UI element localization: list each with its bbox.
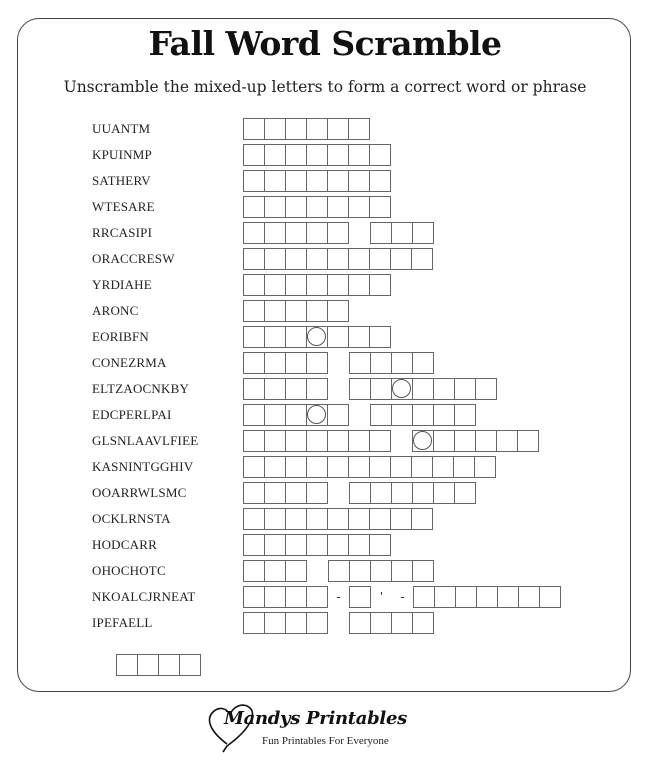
letter-box[interactable] bbox=[371, 353, 392, 373]
answer-boxes bbox=[243, 118, 370, 140]
scrambled-word: EORIBFN bbox=[92, 329, 150, 344]
scrambled-word: OHOCHOTC bbox=[92, 563, 166, 578]
letter-box[interactable] bbox=[519, 587, 540, 607]
word-group bbox=[413, 586, 561, 608]
letter-box[interactable] bbox=[392, 223, 413, 243]
scrambled-word: HODCARR bbox=[92, 537, 157, 552]
letter-box[interactable] bbox=[434, 379, 455, 399]
letter-box[interactable] bbox=[244, 613, 265, 633]
answer-boxes bbox=[243, 612, 434, 634]
letter-box[interactable] bbox=[371, 613, 392, 633]
scrambled-word: GLSNLAAVLFIEE bbox=[92, 433, 199, 448]
letter-box[interactable] bbox=[244, 145, 265, 165]
answer-boxes bbox=[243, 352, 434, 374]
word-group bbox=[243, 274, 391, 296]
word-group bbox=[370, 404, 476, 426]
letter-box[interactable] bbox=[286, 379, 307, 399]
letter-box[interactable] bbox=[349, 431, 370, 451]
letter-box[interactable] bbox=[244, 587, 265, 607]
letter-box[interactable] bbox=[265, 483, 286, 503]
word-group bbox=[243, 300, 349, 322]
letter-box[interactable] bbox=[265, 327, 286, 347]
letter-box[interactable] bbox=[307, 353, 328, 373]
final-answer-boxes bbox=[116, 654, 201, 676]
letter-box[interactable] bbox=[371, 405, 392, 425]
letter-box[interactable] bbox=[265, 509, 286, 529]
scrambled-word: SATHERV bbox=[92, 173, 151, 188]
letter-box[interactable] bbox=[244, 457, 265, 477]
letter-box[interactable] bbox=[454, 457, 475, 477]
letter-box[interactable] bbox=[413, 353, 434, 373]
answer-boxes bbox=[243, 170, 391, 192]
letter-box[interactable] bbox=[286, 405, 307, 425]
scrambled-word: NKOALCJRNEAT bbox=[92, 589, 196, 604]
letter-box[interactable] bbox=[328, 509, 349, 529]
letter-box[interactable] bbox=[392, 405, 413, 425]
word-group bbox=[349, 482, 476, 504]
letter-box[interactable] bbox=[307, 301, 328, 321]
word-group bbox=[243, 118, 370, 140]
letter-box[interactable] bbox=[307, 171, 328, 191]
letter-box[interactable] bbox=[391, 457, 412, 477]
letter-box[interactable] bbox=[307, 457, 328, 477]
letter-box[interactable] bbox=[307, 535, 328, 555]
letter-box[interactable] bbox=[265, 145, 286, 165]
letter-box[interactable] bbox=[349, 275, 370, 295]
letter-box[interactable] bbox=[328, 145, 349, 165]
letter-box[interactable] bbox=[371, 561, 392, 581]
letter-box[interactable] bbox=[371, 223, 392, 243]
letter-box[interactable] bbox=[455, 405, 476, 425]
letter-box[interactable] bbox=[370, 171, 391, 191]
letter-box[interactable] bbox=[286, 223, 307, 243]
letter-box[interactable] bbox=[392, 561, 413, 581]
word-group bbox=[243, 352, 328, 374]
letter-box[interactable] bbox=[328, 275, 349, 295]
page-title: Fall Word Scramble bbox=[148, 24, 502, 63]
letter-box[interactable] bbox=[349, 509, 370, 529]
final-letter-box[interactable] bbox=[159, 655, 180, 675]
letter-box[interactable] bbox=[307, 197, 328, 217]
final-letter-box[interactable] bbox=[180, 655, 201, 675]
letter-box[interactable] bbox=[244, 301, 265, 321]
letter-box[interactable] bbox=[307, 613, 328, 633]
letter-box[interactable] bbox=[434, 431, 455, 451]
letter-box[interactable] bbox=[286, 145, 307, 165]
letter-box[interactable] bbox=[244, 405, 265, 425]
letter-box[interactable] bbox=[349, 197, 370, 217]
letter-box[interactable] bbox=[244, 197, 265, 217]
letter-box[interactable] bbox=[307, 431, 328, 451]
letter-box[interactable] bbox=[349, 145, 370, 165]
letter-box[interactable] bbox=[371, 483, 392, 503]
scrambled-word: EDCPERLPAI bbox=[92, 407, 172, 422]
circled-letter-box[interactable] bbox=[413, 431, 434, 451]
letter-box[interactable] bbox=[265, 613, 286, 633]
letter-box[interactable] bbox=[476, 431, 497, 451]
letter-box[interactable] bbox=[433, 457, 454, 477]
letter-box[interactable] bbox=[349, 119, 370, 139]
letter-box[interactable] bbox=[328, 171, 349, 191]
letter-box[interactable] bbox=[328, 119, 349, 139]
letter-box[interactable] bbox=[244, 561, 265, 581]
word-group bbox=[243, 378, 328, 400]
letter-box[interactable] bbox=[413, 379, 434, 399]
instructions: Unscramble the mixed-up letters to form a correct word or phrase bbox=[63, 78, 587, 96]
letter-box[interactable] bbox=[328, 197, 349, 217]
letter-box[interactable] bbox=[307, 483, 328, 503]
letter-box[interactable] bbox=[412, 509, 433, 529]
letter-box[interactable] bbox=[392, 353, 413, 373]
letter-box[interactable] bbox=[370, 457, 391, 477]
letter-box[interactable] bbox=[412, 249, 433, 269]
letter-box[interactable] bbox=[286, 535, 307, 555]
letter-box[interactable] bbox=[307, 275, 328, 295]
letter-box[interactable] bbox=[350, 587, 371, 607]
letter-box[interactable] bbox=[265, 301, 286, 321]
answer-boxes bbox=[243, 274, 391, 296]
final-letter-box[interactable] bbox=[138, 655, 159, 675]
letter-box[interactable] bbox=[328, 301, 349, 321]
letter-box[interactable] bbox=[391, 249, 412, 269]
letter-box[interactable] bbox=[391, 509, 412, 529]
letter-box[interactable] bbox=[434, 405, 455, 425]
letter-box[interactable] bbox=[328, 405, 349, 425]
letter-box[interactable] bbox=[350, 379, 371, 399]
letter-box[interactable] bbox=[265, 431, 286, 451]
letter-box[interactable] bbox=[370, 145, 391, 165]
letter-box[interactable] bbox=[392, 483, 413, 503]
letter-box[interactable] bbox=[413, 223, 434, 243]
letter-box[interactable] bbox=[244, 509, 265, 529]
scrambled-word: ORACCRESW bbox=[92, 251, 175, 266]
word-group bbox=[243, 196, 391, 218]
letter-box[interactable] bbox=[307, 223, 328, 243]
letter-box[interactable] bbox=[265, 405, 286, 425]
letter-box[interactable] bbox=[265, 353, 286, 373]
letter-box[interactable] bbox=[350, 561, 371, 581]
letter-box[interactable] bbox=[307, 145, 328, 165]
word-group bbox=[412, 430, 539, 452]
letter-box[interactable] bbox=[286, 119, 307, 139]
scrambled-word: YRDIAHE bbox=[92, 277, 152, 292]
answer-boxes bbox=[243, 326, 391, 348]
brand-name: Mandys Printables bbox=[224, 708, 407, 729]
scrambled-word: CONEZRMA bbox=[92, 355, 167, 370]
letter-box[interactable] bbox=[328, 457, 349, 477]
letter-box[interactable] bbox=[370, 327, 391, 347]
letter-box[interactable] bbox=[265, 275, 286, 295]
word-group bbox=[243, 508, 433, 530]
letter-box[interactable] bbox=[455, 431, 476, 451]
scrambled-word: OCKLRNSTA bbox=[92, 511, 171, 526]
letter-box[interactable] bbox=[244, 223, 265, 243]
letter-box[interactable] bbox=[413, 613, 434, 633]
letter-box[interactable] bbox=[244, 119, 265, 139]
letter-box[interactable] bbox=[370, 509, 391, 529]
letter-box[interactable] bbox=[328, 431, 349, 451]
letter-box[interactable] bbox=[286, 483, 307, 503]
word-group bbox=[243, 404, 349, 426]
letter-box[interactable] bbox=[371, 379, 392, 399]
letter-box[interactable] bbox=[307, 119, 328, 139]
letter-box[interactable] bbox=[455, 379, 476, 399]
letter-box[interactable] bbox=[413, 483, 434, 503]
word-group bbox=[243, 456, 496, 478]
letter-box[interactable] bbox=[286, 353, 307, 373]
letter-box[interactable] bbox=[244, 431, 265, 451]
letter-box[interactable] bbox=[350, 353, 371, 373]
word-group bbox=[243, 326, 391, 348]
letter-box[interactable] bbox=[265, 249, 286, 269]
word-group bbox=[243, 144, 391, 166]
letter-box[interactable] bbox=[265, 561, 286, 581]
answer-boxes bbox=[243, 430, 539, 452]
final-answer-group bbox=[116, 654, 201, 676]
letter-box[interactable] bbox=[349, 535, 370, 555]
letter-box[interactable] bbox=[286, 249, 307, 269]
answer-boxes bbox=[243, 534, 391, 556]
hyphen-separator: - bbox=[400, 589, 405, 604]
word-group bbox=[349, 352, 434, 374]
letter-box[interactable] bbox=[350, 613, 371, 633]
letter-box[interactable] bbox=[286, 457, 307, 477]
letter-box[interactable] bbox=[286, 171, 307, 191]
letter-box[interactable] bbox=[265, 119, 286, 139]
circled-letter-box[interactable] bbox=[307, 327, 328, 347]
letter-box[interactable] bbox=[540, 587, 561, 607]
letter-box[interactable] bbox=[286, 587, 307, 607]
answer-boxes bbox=[243, 508, 433, 530]
letter-box[interactable] bbox=[370, 431, 391, 451]
letter-box[interactable] bbox=[244, 275, 265, 295]
letter-box[interactable] bbox=[455, 483, 476, 503]
letter-box[interactable] bbox=[497, 431, 518, 451]
word-group bbox=[243, 248, 433, 270]
letter-box[interactable] bbox=[328, 327, 349, 347]
answer-boxes bbox=[243, 378, 497, 400]
letter-box[interactable] bbox=[286, 327, 307, 347]
answer-boxes bbox=[243, 404, 476, 426]
final-letter-box[interactable] bbox=[117, 655, 138, 675]
letter-box[interactable] bbox=[349, 457, 370, 477]
answer-boxes bbox=[243, 482, 476, 504]
letter-box[interactable] bbox=[265, 171, 286, 191]
letter-box[interactable] bbox=[477, 587, 498, 607]
word-group bbox=[349, 612, 434, 634]
letter-box[interactable] bbox=[286, 509, 307, 529]
letter-box[interactable] bbox=[349, 249, 370, 269]
letter-box[interactable] bbox=[475, 457, 496, 477]
letter-box[interactable] bbox=[286, 431, 307, 451]
letter-box[interactable] bbox=[307, 249, 328, 269]
answer-boxes bbox=[243, 144, 391, 166]
circled-letter-box[interactable] bbox=[392, 379, 413, 399]
answer-boxes bbox=[243, 586, 561, 608]
word-group bbox=[243, 430, 391, 452]
scrambled-word: OOARRWLSMC bbox=[92, 485, 187, 500]
word-group bbox=[349, 378, 497, 400]
word-group bbox=[349, 586, 371, 608]
word-group bbox=[243, 222, 349, 244]
answer-boxes bbox=[243, 560, 434, 582]
scrambled-word: IPEFAELL bbox=[92, 615, 153, 630]
letter-box[interactable] bbox=[265, 535, 286, 555]
word-group bbox=[243, 612, 328, 634]
letter-box[interactable] bbox=[414, 587, 435, 607]
letter-box[interactable] bbox=[434, 483, 455, 503]
scrambled-word: KASNINTGGHIV bbox=[92, 459, 194, 474]
letter-box[interactable] bbox=[413, 405, 434, 425]
letter-box[interactable] bbox=[370, 275, 391, 295]
scrambled-word: ELTZAOCNKBY bbox=[92, 381, 190, 396]
word-group bbox=[243, 482, 328, 504]
answer-boxes bbox=[243, 222, 434, 244]
apostrophe-separator: ' bbox=[380, 589, 383, 604]
letter-box[interactable] bbox=[435, 587, 456, 607]
letter-box[interactable] bbox=[244, 327, 265, 347]
letter-box[interactable] bbox=[244, 353, 265, 373]
letter-box[interactable] bbox=[286, 613, 307, 633]
word-group bbox=[243, 586, 328, 608]
letter-box[interactable] bbox=[265, 379, 286, 399]
letter-box[interactable] bbox=[265, 223, 286, 243]
letter-box[interactable] bbox=[349, 327, 370, 347]
letter-box[interactable] bbox=[476, 379, 497, 399]
letter-box[interactable] bbox=[328, 535, 349, 555]
letter-box[interactable] bbox=[265, 587, 286, 607]
letter-box[interactable] bbox=[286, 275, 307, 295]
letter-box[interactable] bbox=[286, 561, 307, 581]
word-group bbox=[243, 534, 391, 556]
scrambled-word: WTESARE bbox=[92, 199, 155, 214]
letter-box[interactable] bbox=[329, 561, 350, 581]
word-group bbox=[328, 560, 434, 582]
word-group bbox=[243, 560, 307, 582]
letter-box[interactable] bbox=[370, 197, 391, 217]
answer-boxes bbox=[243, 456, 496, 478]
letter-box[interactable] bbox=[265, 197, 286, 217]
letter-box[interactable] bbox=[370, 249, 391, 269]
scrambled-word: ARONC bbox=[92, 303, 139, 318]
scrambled-word: UUANTM bbox=[92, 121, 151, 136]
letter-box[interactable] bbox=[328, 249, 349, 269]
letter-box[interactable] bbox=[307, 379, 328, 399]
circled-letter-box[interactable] bbox=[307, 405, 328, 425]
letter-box[interactable] bbox=[265, 457, 286, 477]
letter-box[interactable] bbox=[244, 249, 265, 269]
answer-boxes bbox=[243, 248, 433, 270]
letter-box[interactable] bbox=[392, 613, 413, 633]
word-group bbox=[243, 170, 391, 192]
letter-box[interactable] bbox=[412, 457, 433, 477]
answer-boxes bbox=[243, 196, 391, 218]
letter-box[interactable] bbox=[244, 171, 265, 191]
letter-box[interactable] bbox=[307, 509, 328, 529]
scrambled-word: KPUINMP bbox=[92, 147, 152, 162]
letter-box[interactable] bbox=[286, 301, 307, 321]
letter-box[interactable] bbox=[349, 171, 370, 191]
letter-box[interactable] bbox=[244, 483, 265, 503]
letter-box[interactable] bbox=[498, 587, 519, 607]
letter-box[interactable] bbox=[370, 535, 391, 555]
letter-box[interactable] bbox=[518, 431, 539, 451]
scrambled-word: RRCASIPI bbox=[92, 225, 153, 240]
letter-box[interactable] bbox=[244, 535, 265, 555]
letter-box[interactable] bbox=[286, 197, 307, 217]
hyphen-separator: - bbox=[336, 589, 341, 604]
brand-tagline: Fun Printables For Everyone bbox=[262, 735, 389, 747]
letter-box[interactable] bbox=[413, 561, 434, 581]
letter-box[interactable] bbox=[350, 483, 371, 503]
letter-box[interactable] bbox=[244, 379, 265, 399]
letter-box[interactable] bbox=[456, 587, 477, 607]
letter-box[interactable] bbox=[307, 587, 328, 607]
letter-box[interactable] bbox=[328, 223, 349, 243]
word-group bbox=[370, 222, 434, 244]
answer-boxes bbox=[243, 300, 349, 322]
